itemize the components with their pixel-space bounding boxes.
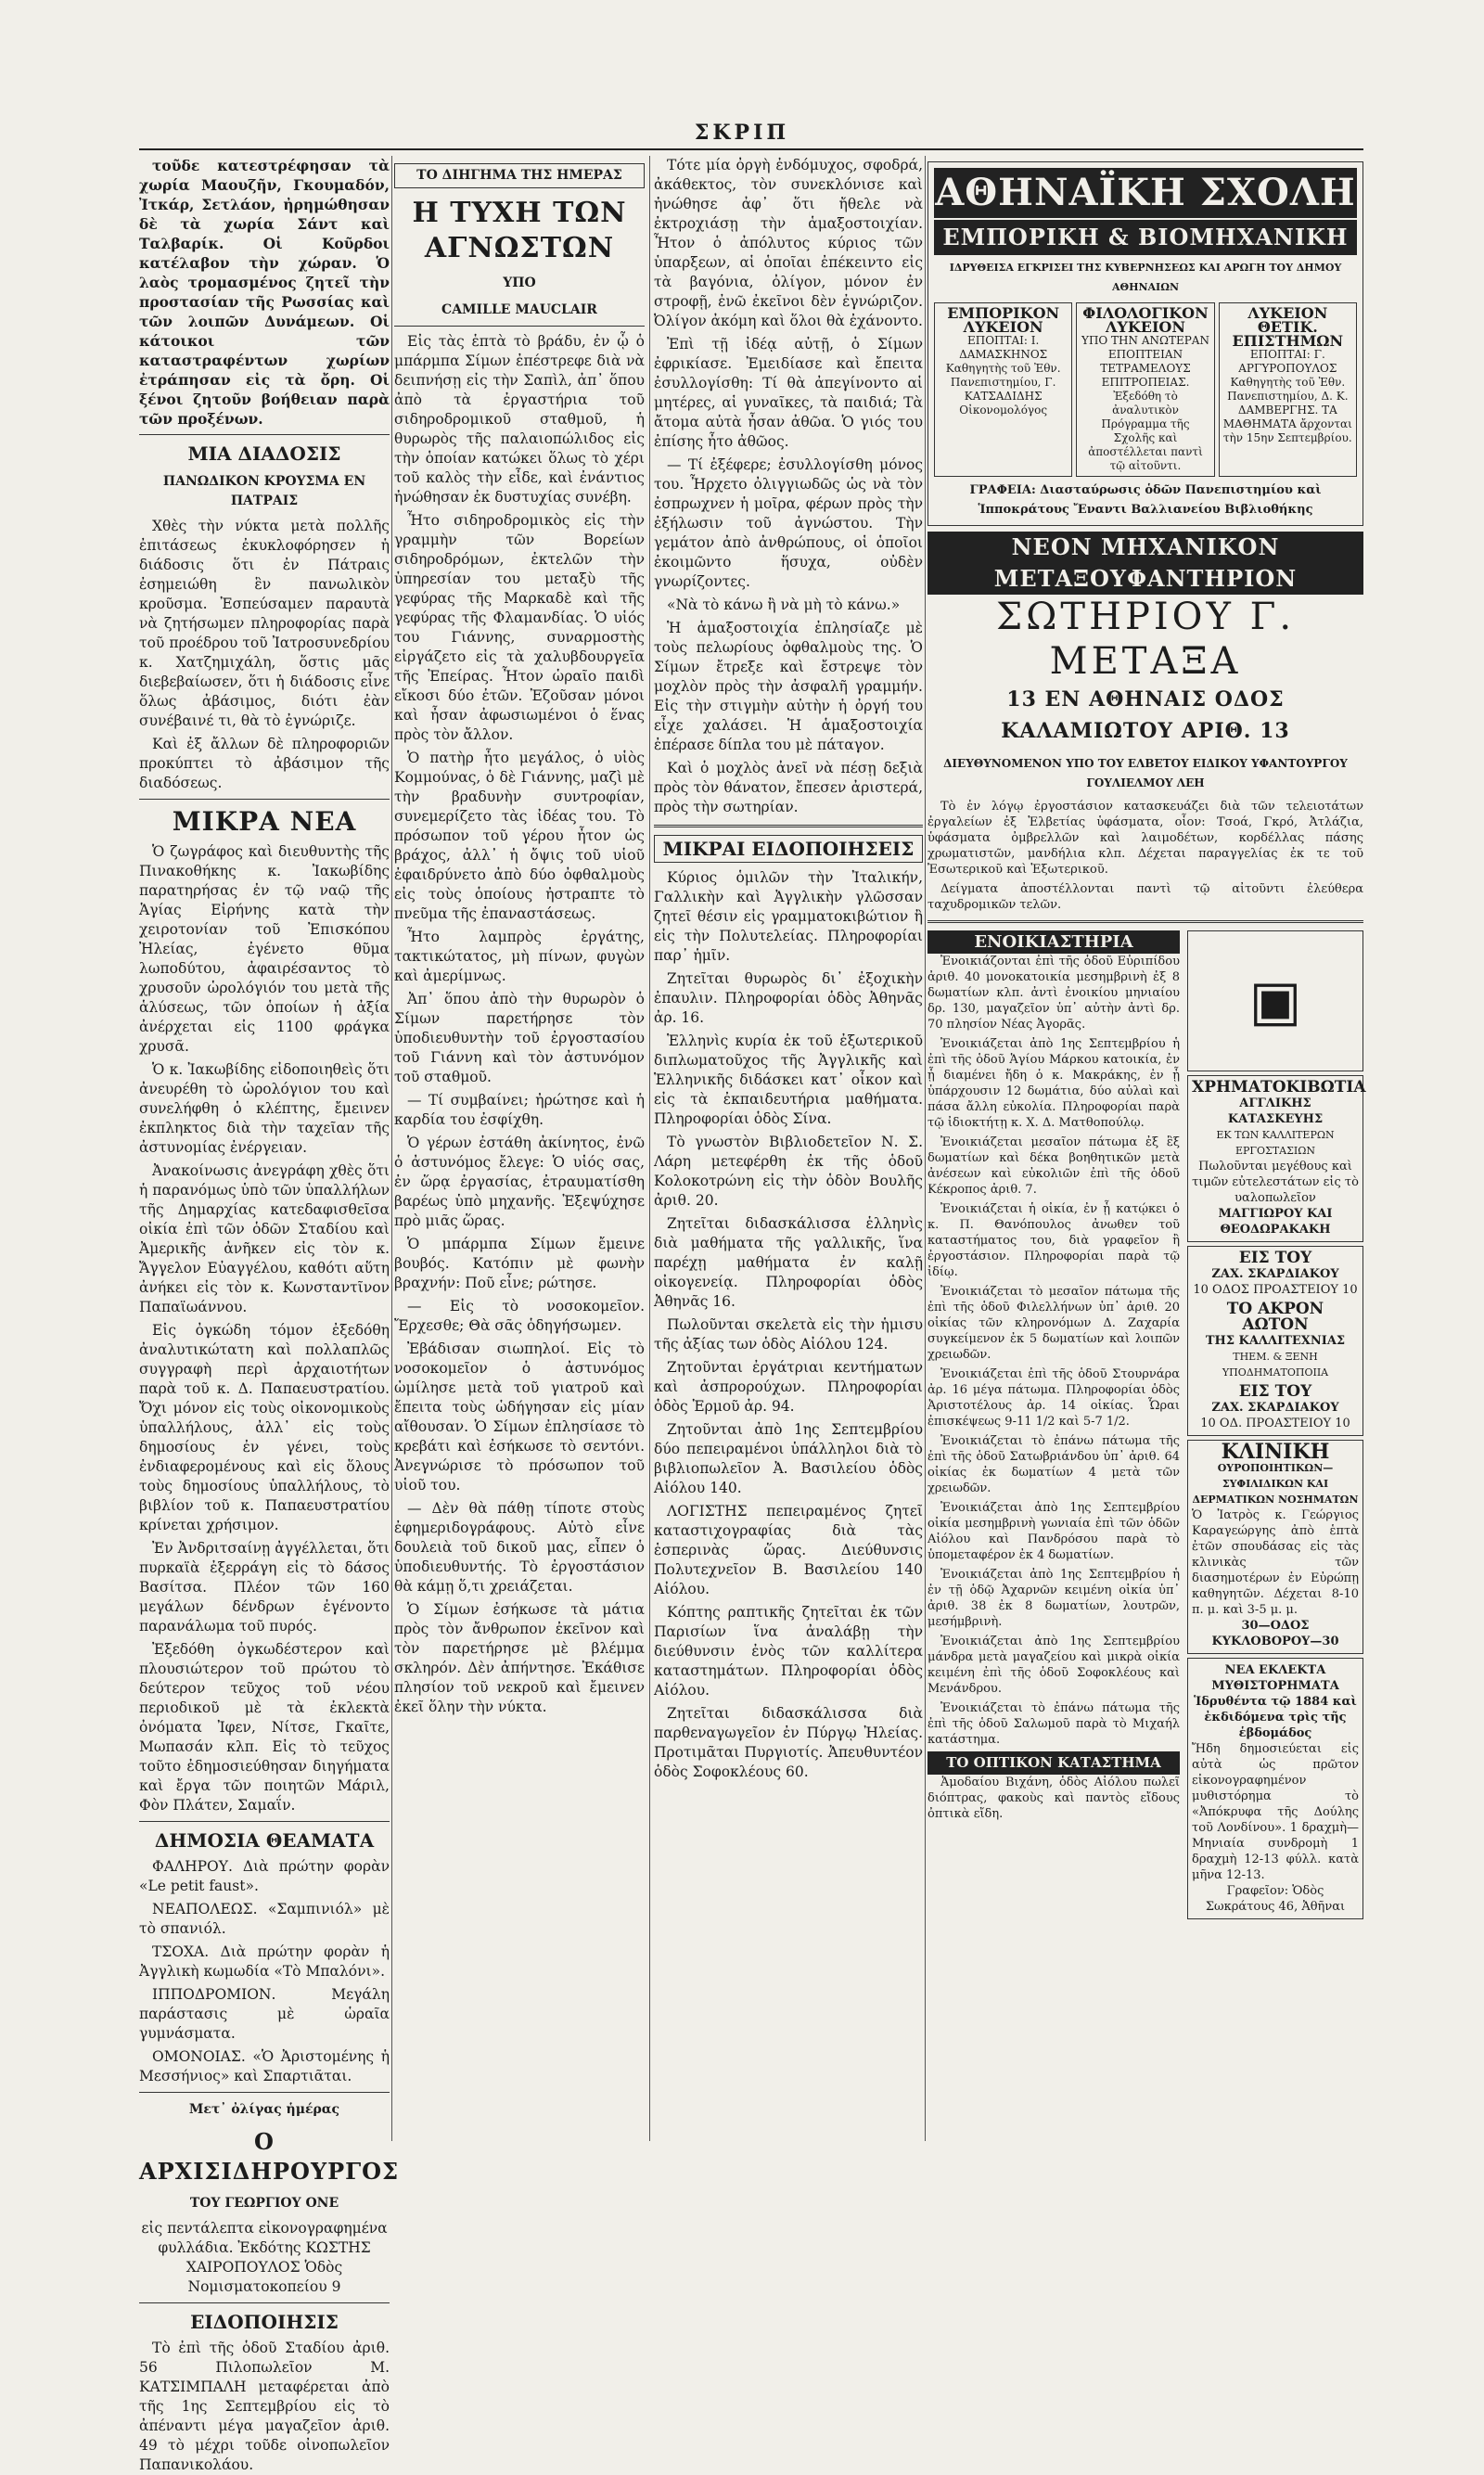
safe-text: Πωλοῦνται μεγέθους καὶ τιμῶν εὐτελεστάτων εἰς τὸ υαλοπωλεῖον bbox=[1192, 1160, 1359, 1205]
news-paragraph: Ἐξεδόθη ὀγκωδέστερον καὶ πλουσιώτερον τοῦ πρώτου τὸ δεύτερον τεῦχος τοῦ νέου περιοδικοῦ μὲ τὰ ἐκλεκτὰ ὀνόματα Ἰφεν, Νίτσε, Γκαῖτε, Μωπασάν κλπ. Εἰς τὸ τεῦχος τοῦτο ἐδημοσιεύθησαν διηγήματα καὶ ἔργα τῶν ποιητῶν Μάριλ, Φὸν Πλάτεν, Σαμαΐν. bbox=[139, 1641, 390, 1814]
department-text: ΕΠΟΠΤΑΙ: Ι. ΔΑΜΑΣΚΗΝΟΣ Καθηγητὴς τοῦ Ἐθν. Πανεπιστημίου, Γ. ΚΑΤΣΑΔΙΔΗΣ Οἰκονομολόγος bbox=[945, 334, 1061, 417]
rental-ad: Ἐνοικιάζεται μεσαῖον πάτωμα ἐξ ἓξ δωματίων καὶ δέκα βοηθητικῶν μετὰ ἀνέσεων καὶ εὐκολιῶν ἐπὶ τῆς ὁδοῦ Κέκροπος ἀριθ. 7. bbox=[928, 1135, 1180, 1197]
story-paragraph: Ἀπ᾽ ὅπου ἀπὸ τὴν θυρωρὸν ὁ Σίμων παρετήρησε τὸν ὑποδιευθυντὴν τοῦ ἐργοστασίου τοῦ Γιάννη καὶ τὸν ἀστυνόμον τοῦ σταθμοῦ. bbox=[394, 991, 645, 1085]
divider bbox=[654, 825, 923, 827]
ad-kicker: Μετ᾽ ὀλίγας ἡμέρας bbox=[188, 2102, 340, 2117]
story-paragraph: — Δὲν θὰ πάθῃ τίποτε στοὺς ἐφημεριδογράφους. Αὐτὸ εἶνε δουλειὰ τοῦ δικοῦ μας, εἶπεν ὁ ὑποδιευθυντής. Τὸ ἐργοστάσιον θὰ κάμῃ ὅ,τι χρειάζεται. bbox=[394, 1500, 645, 1595]
department-text: ΕΠΟΠΤΑΙ: Γ. ΑΡΓΥΡΟΠΟΥΛΟΣ Καθηγητὴς τοῦ Ἐθν. Πανεπιστημίου, Δ. Κ. ΔΑΜΒΕΡΓΗΣ. ΤΑ ΜΑΘΗΜΑΤΑ ἄρχονται τὴν 15ην Σεπτεμβρίου. bbox=[1222, 348, 1352, 444]
clinic-subtitle: ΟΥΡΟΠΟΙΗΤΙΚΩΝ—ΣΥΦΙΛΙΔΙΚΩΝ ΚΑΙ ΔΕΡΜΑΤΙΚΩΝ ΝΟΣΗΜΑΤΩΝ bbox=[1192, 1462, 1359, 1506]
optical-store-title: ΤΟ ΟΠΤΙΚΟΝ ΚΑΤΑΣΤΗΜΑ bbox=[928, 1751, 1180, 1775]
rental-ad: Ἐνοικιάζεται ἀπὸ 1ης Σεπτεμβρίου ἡ ἐπὶ τῆς ὁδοῦ Ἁγίου Μάρκου κατοικία, ἐν ᾗ διαμένει ἤδη ὁ κ. Μακράκης, ἐν ᾗ ὑπάρχουσιν 12 δωμάτια, δύο αὐλαὶ καὶ πάσα ἄλλη εὐκολία. Πληροφορίαι παρὰ τῷ ἰδιοκτήτῃ κ. Χ. Δ. Ματθοπούλῳ. bbox=[928, 1037, 1180, 1130]
story-paragraph: Ἡ ἁμαξοστοιχία ἐπλησίαζε μὲ τοὺς πελωρίους ὀφθαλμοὺς της. Ὁ Σίμων ἔτρεξε καὶ ἔστρεψε τὸν μοχλὸν πρὸς τὴν ἀσφαλῆ γραμμήν. Εἰς τὴν στιγμὴν αὐτὴν ἡ ὀργή του εἶχε χαλάσει. Ἡ ἁμαξοστοιχία ἐπέρασε δίπλα του μὲ πάταγον. bbox=[654, 620, 923, 753]
school-ad bbox=[928, 161, 1363, 526]
department-cell bbox=[1219, 302, 1357, 477]
theater-listing: ΤΣΟΧΑ. Διὰ πρώτην φορὰν ἡ Ἀγγλικὴ κωμωδία «Τὸ Μπαλόνι». bbox=[139, 1943, 390, 1980]
school-founding: ΙΔΡΥΘΕΙΣΑ ΕΓΚΡΙΣΕΙ ΤΗΣ ΚΥΒΕΡΝΗΣΕΩΣ ΚΑΙ ΑΡΩΓΗ ΤΟΥ ΔΗΜΟΥ ΑΘΗΝΑΙΩΝ bbox=[949, 262, 1342, 293]
column-1 bbox=[139, 156, 400, 2473]
story-paragraph: Ἐπὶ τῇ ἰδέᾳ αὐτῇ, ὁ Σίμων ἐφρικίασε. Ἐμειδίασε καὶ ἔπειτα ἐσυλλογίσθη: Τί θὰ ἀπεγίνοντο αἱ μητέρες, αἱ γυναῖκες, τὰ παιδιά; Τὰ ἄτομα αὐτὰ ἦσαν ἀθῶα. Ὁ γιός του ἐπίσης ἦτο ἀθῶος. bbox=[654, 336, 923, 450]
lower-section bbox=[928, 930, 1366, 1923]
safe-subtitle-2: ΕΚ ΤΩΝ ΚΑΛΛΙΤΕΡΩΝ ΕΡΓΟΣΤΑΣΙΩΝ bbox=[1216, 1129, 1335, 1157]
classified-ad: ΛΟΓΙΣΤΗΣ πεπειραμένος ζητεῖ καταστιχογραφίας διὰ τὰς ἑσπερινὰς ὥρας. Διεύθυνσις Πολυτεχνεῖον Β. Βασιλείου 140 Αἰόλου. bbox=[654, 1503, 923, 1597]
column-3 bbox=[654, 156, 923, 2141]
ad-subheading: ΤΟΥ ΓΕΩΡΓΙΟΥ ΟΝΕ bbox=[189, 2196, 339, 2211]
column-divider bbox=[925, 156, 926, 2141]
story-kicker: ΤΟ ΔΙΗΓΗΜΑ ΤΗΣ ΗΜΕΡΑΣ bbox=[394, 163, 645, 188]
shoe-ad-heading: ΕΙΣ ΤΟΥ bbox=[1238, 1249, 1312, 1267]
shoe-ad-address: ΤΗΕΜ. & ΞΕΝΗ ΥΠΟΔΗΜΑΤΟΠΟΙΙΑ bbox=[1222, 1351, 1329, 1379]
story-paragraph: — Εἰς τὸ νοσοκομεῖον. Ἔρχεσθε; Θὰ σᾶς ὁδηγήσωμεν. bbox=[394, 1298, 645, 1334]
novels-title: ΝΕΑ ΕΚΛΕΚΤΑ ΜΥΘΙΣΤΟΡΗΜΑΤΑ bbox=[1211, 1663, 1339, 1693]
story-paragraph: Εἰς τὰς ἑπτὰ τὸ βράδυ, ἐν ᾧ ὁ μπάρμπα Σίμων ἐπέστρεφε διὰ νὰ δειπνήσῃ εἰς τὴν Σαπὶλ, ἀπ᾽ ὅπου ἀπὸ τὰ ἐργαστήρια τοῦ σιδηροδρομικοῦ σταθμοῦ, ἡ θυρωρὸς τῆς παλαιοπώλιδος εἰς τὴν ὁποίαν κατώκει ὅλως τὸ χέρι τοῦ καλὸς τὴν εἶδε, καὶ ἐνάντιος ἠνώθησαν ἐκ δυστυχίας συνέβη. bbox=[394, 333, 645, 506]
silk-factory-owner: ΣΩΤΗΡΙΟΥ Γ. ΜΕΤΑΞΑ bbox=[995, 596, 1296, 683]
optical-store-text: Ἀμοδαίου Βιχάνη, ὁδὸς Αἰόλου πωλεῖ διόπτρας, φακοὺς καὶ παντὸς εἴδους ὀπτικὰ εἴδη. bbox=[928, 1776, 1180, 1821]
news-paragraph: Ἐν Ἀνδριτσαίνῃ ἀγγέλλεται, ὅτι πυρκαϊὰ ἐξερράγη εἰς τὸ δάσος Βασίτσα. Πλέον τῶν 160 μεγάλων δένδρων ἐγένοντο παρανάλωμα τοῦ πυρός. bbox=[139, 1540, 390, 1635]
classified-ad: Ζητοῦνται ἐργάτριαι κεντήματων καὶ ἀσπρορούχων. Πληροφορίαι ὁδὸς Ἑρμοῦ ἀρ. 94. bbox=[654, 1359, 923, 1415]
divider bbox=[394, 326, 645, 327]
classified-ad: Ζητοῦνται ἀπὸ 1ης Σεπτεμβρίου δύο πεπειραμένοι ὑπάλληλοι διὰ τὸ βιβλιοπωλεῖον Ἀ. Βασιλείου ὁδὸς Αἰόλου 140. bbox=[654, 1421, 923, 1496]
silk-factory-text: Τὸ ἐν λόγῳ ἐργοστάσιον κατασκευάζει διὰ τῶν τελειοτάτων ἐργαλείων ἐξ Ἑλβετίας ὑφάσματα, οἷον: Τσοά, Γκρό, Ἀτλάζια, ὑφάσματα ὀμβρελλῶν καὶ λαιμοδέτων, κορδέλλας πάσης χρωματιστῶν, μανδήλια κλπ. Δέχεται παραγγελίας ἐκ τε τοῦ Ἐσωτερικοῦ καὶ Ἐξωτερικοῦ. bbox=[928, 800, 1363, 877]
classified-ad: Πωλοῦνται σκελετὰ εἰς τὴν ἡμισυ τῆς ἀξίας των ὁδὸς Αἰόλου 124. bbox=[654, 1316, 923, 1353]
novels-address: Γραφεῖον: Ὁδὸς Σωκράτους 46, Ἀθῆναι bbox=[1205, 1884, 1346, 1914]
divider bbox=[139, 2092, 390, 2093]
column-2 bbox=[394, 156, 645, 2141]
department-cell bbox=[934, 302, 1072, 477]
rental-ad: Ἐνοικιάζεται ἡ οἰκία, ἐν ᾗ κατῴκει ὁ κ. Π. Θανόπουλος ἀνωθεν τοῦ καταστήματος του, διὰ γραφεῖον ἢ ἐργοστάσιον. Πληροφορίαι παρὰ τῷ ἰδίῳ. bbox=[928, 1202, 1180, 1279]
department-name: ΕΜΠΟΡΙΚΟΝ ΛΥΚΕΙΟΝ bbox=[947, 304, 1060, 336]
story-paragraph: Ἦτο σιδηροδρομικὸς εἰς τὴν γραμμὴν τῶν Βορείων σιδηροδρόμων, ἐκτελῶν τὴν ὑπηρεσίαν του μεταξὺ τῆς γεφύρας τῆς Μαρκαδὲ καὶ τῆς γεφύρας τῆς Φλαμανδίας. Ὁ υἱός του Γιάννης, συναρμοστὴς εἰργάζετο εἰς τὰ χαλυβδουργεῖα τῆς Ἐπείρας. Ἦτον ὡραῖο παιδὶ εἴκοσι δύο ἐτῶν. Ἐζοῦσαν μόνοι καὶ ἦσαν ἀφωσιωμένοι ὁ ἕνας πρὸς τὸν ἄλλον. bbox=[394, 512, 645, 743]
classified-ad: Ζητεῖται θυρωρὸς δι᾽ ἐξοχικὴν ἐπαυλιν. Πληροφορίαι ὁδὸς Ἀθηνᾶς ἀρ. 16. bbox=[654, 970, 923, 1026]
theater-listing: ΙΠΠΟΔΡΟΜΙΟΝ. Μεγάλη παράστασις μὲ ὡραῖα γυμνάσματα. bbox=[139, 1986, 390, 2042]
section-heading: ΜΙΚΡΑ ΝΕΑ bbox=[172, 806, 357, 837]
safe-subtitle: ΑΓΓΛΙΚΗΣ ΚΑΤΑΣΚΕΥΗΣ bbox=[1227, 1096, 1324, 1126]
safe-shop: ΜΑΓΓΙΩΡΟΥ ΚΑΙ ΘΕΟΔΩΡΑΚΑΚΗ bbox=[1218, 1207, 1333, 1237]
section-heading: ΜΙΚΡΑΙ ΕΙΔΟΠΟΙΗΣΕΙΣ bbox=[654, 835, 923, 863]
column-divider bbox=[649, 156, 650, 2141]
shoe-ad-address: 10 ΟΔΟΣ ΠΡΟΑΣΤΕΙΟΥ 10 bbox=[1193, 1283, 1358, 1297]
theater-listing: ΟΜΟΝΟΙΑΣ. «Ὁ Ἀριστομένης ἡ Μεσσήνιος» καὶ Σπαρτιᾶται. bbox=[139, 2048, 390, 2084]
divider bbox=[139, 799, 390, 800]
department-name: ΛΥΚΕΙΟΝ ΘΕΤΙΚ. ΕΠΙΣΤΗΜΩΝ bbox=[1232, 304, 1344, 350]
classified-ad: Τὸ γνωστὸν Βιβλιοδετεῖον Ν. Σ. Λάρη μετεφέρθη ἐκ τῆς ὁδοῦ Κολοκοτρώνη εἰς τὴν ὁδὸν Βουλῆς ἀριθ. 20. bbox=[654, 1134, 923, 1209]
silk-factory-title: ΝΕΟΝ ΜΗΧΑΝΙΚΟΝ ΜΕΤΑΞΟΥΦΑΝΤΗΡΙΟΝ bbox=[928, 532, 1363, 595]
divider bbox=[139, 434, 390, 435]
school-departments bbox=[934, 302, 1357, 477]
rentals-title: ΕΝΟΙΚΙΑΣΤΗΡΙΑ bbox=[928, 930, 1180, 954]
classified-ad: Ἑλληνὶς κυρία ἐκ τοῦ ἐξωτερικοῦ διπλωματοῦχος τῆς Ἀγγλικῆς καὶ Ἑλληνικῆς διδάσκει κατ᾽ οἶκον καὶ εἰς τὰ ἐκπαιδευτήρια μαθήματα. Πληροφορίαι ὁδὸς Σίνα. bbox=[654, 1032, 923, 1127]
rental-ad: Ἐνοικιάζεται τὸ ἐπάνω πάτωμα τῆς ἐπὶ τῆς ὁδοῦ Σαλωμοῦ παρὰ τὸ Μιχαήλ κατάστημα. bbox=[928, 1701, 1180, 1747]
theater-listing: ΝΕΑΠΟΛΕΩΣ. «Σαμπινιόλ» μὲ τὸ σπανιόλ. bbox=[139, 1901, 390, 1937]
school-title: ΑΘΗΝΑΪΚΗ ΣΧΟΛΗ bbox=[934, 168, 1357, 218]
theater-listing: ΦΑΛΗΡΟΥ. Διὰ πρώτην φορὰν «Le petit faust». bbox=[139, 1858, 390, 1894]
classified-ad: Ζητεῖται διδασκάλισσα διὰ παρθεναγωγεῖον ἐν Πύργῳ Ἠλείας. Προτιμᾶται Πυργιοτίς. Ἀπευθυντέον ὁδὸς Σοφοκλέους 60. bbox=[654, 1705, 923, 1780]
shoe-ad-name: ΖΑΧ. ΣΚΑΡΔΙΑΚΟΥ bbox=[1211, 1401, 1339, 1415]
silk-factory-address: 13 ΕΝ ΑΘΗΝΑΙΣ ΟΔΟΣ ΚΑΛΑΜΙΩΤΟΥ ΑΡΙΘ. 13 bbox=[1001, 687, 1290, 743]
top-rule bbox=[139, 148, 1363, 150]
rental-ad: Ἐνοικιάζεται ἀπὸ 1ης Σεπτεμβρίου οἰκία μεσημβρινὴ γωνιαία ἐπὶ τῶν ὁδῶν Αἰόλου καὶ Πανδρόσου παρὰ τὸ ὑπομεταφέρον ἐκ 4 δωματίων. bbox=[928, 1501, 1180, 1562]
department-cell bbox=[1076, 302, 1214, 477]
divider bbox=[139, 2302, 390, 2303]
novels-text: Ἤδη δημοσιεύεται εἰς αὐτὰ ὡς πρῶτον εἰκονογραφημένον μυθιστόρημα τὸ «Ἀπόκρυφα τῆς Δούλης τοῦ Λονδίνου». 1 δραχμὴ—Μηνιαία συνδρομὴ 1 δραχμὴ 12-13 φύλλ. κατὰ μῆνα 12-13. bbox=[1192, 1742, 1359, 1882]
story-paragraph: Ἦτο λαμπρὸς ἐργάτης, τακτικώτατος, μὴ πίνων, φυγὼν καὶ ἀμερίμνως. bbox=[394, 929, 645, 984]
safe-illustration-icon: ▣ bbox=[1187, 930, 1363, 1071]
ad-heading: Ο ΑΡΧΙΣΙΔΗΡΟΥΡΓΟΣ bbox=[139, 2128, 400, 2185]
story-paragraph: Καὶ ὁ μοχλὸς ἀνεῖ νὰ πέσῃ δεξιὰ πρὸς τὸν θάνατον, ἔπεσεν ἀριστερά, πρὸς τὴν σωτηρίαν. bbox=[654, 760, 923, 815]
column-divider bbox=[391, 156, 392, 2141]
silk-factory-director: ΔΙΕΥΘΥΝΟΜΕΝΟΝ ΥΠΟ ΤΟΥ ΕΛΒΕΤΟΥ ΕΙΔΙΚΟΥ ΥΦΑΝΤΟΥΡΓΟΥ ΓΟΥΛΙΕΛΜΟΥ ΛΕΗ bbox=[943, 757, 1348, 789]
story-paragraph: Ὁ πατὴρ ἦτο μεγάλος, ὁ υἱὸς Κομμούνας, ὁ δὲ Γιάννης, μαζὶ μὲ τὴν βραδυνὴν συντροφίαν, συνεμερίζετο τὰς ἰδέας του. Τὸ πρόσωπον τοῦ γέρου ἦτον ὡς βράχος, ἀλλ᾽ ἡ ὄψις τοῦ υἱοῦ ἐφαιδρύνετο ἀπὸ δύο ὀφθαλμοὺς εἰς τοὺς ὁποίους ἠστραπτε τὸ πνεῦμα τῆς ἐπαναστάσεως. bbox=[394, 750, 645, 922]
rental-ad: Ἐνοικιάζεται ἐπὶ τῆς ὁδοῦ Στουρνάρα ἀρ. 16 μέγα πάτωμα. Πληροφορίαι ὁδὸς Ἀριστοτέλους ἀρ. 14 οἰκίας. Ὧραι ἐπισκέψεως 9-11 1/2 καὶ 5-7 1/2. bbox=[928, 1367, 1180, 1429]
story-paragraph: — Τί συμβαίνει; ἠρώτησε καὶ ἡ καρδία του ἐσφίχθη. bbox=[394, 1092, 645, 1128]
news-paragraph: τοῦδε κατεστρέφησαν τὰ χωρία Μαουζῆν, Γκουμαδόν, Ἰτκάρ, Σετλάον, ἠρημώθησαν δὲ τὰ χωρία Σάντ καὶ Ταλβαρίκ. Οἱ Κοῦρδοι κατέλαβον τὴν χώραν. Ὁ λαὸς τρομασμένος ζητεῖ τὴν προστασίαν τῆς Ρωσσίας καὶ τῶν λοιπῶν Δυνάμεων. Οἱ κάτοικοι τῶν καταστραφέντων χωρίων ἐτράπησαν εἰς τὰ ὄρη. Οἱ ξένοι ζητοῦν βοήθειαν παρὰ τῶν προξένων. bbox=[139, 157, 390, 428]
byline-author: CAMILLE MAUCLAIR bbox=[441, 302, 597, 317]
department-text: ΥΠΟ ΤΗΝ ΑΝΩΤΕΡΑΝ ΕΠΟΠΤΕΙΑΝ ΤΕΤΡΑΜΕΛΟΥΣ ΕΠΙΤΡΟΠΕΙΑΣ. Ἐξεδόθη τὸ ἀναλυτικὸν Πρόγραμμα τῆς Σχολῆς καὶ ἀποστέλλεται παντὶ τῷ αἰτοῦντι. bbox=[1081, 334, 1209, 472]
classified-ad: Κύριος ὁμιλῶν τὴν Ἰταλικήν, Γαλλικὴν καὶ Ἀγγλικὴν γλῶσσαν ζητεῖ θέσιν εἰς γραμματοκιβώτιον ἢ εἰς τὴν Πολυτελείας. Πληροφορίαι παρ᾽ ἡμῖν. bbox=[654, 869, 923, 964]
shoe-ad-heading: ΤΟ ΑΚΡΟΝ ΑΩΤΟΝ bbox=[1226, 1300, 1324, 1334]
clinic-title: ΚΛΙΝΙΚΗ bbox=[1221, 1440, 1330, 1464]
story-title: Η ΤΥΧΗ ΤΩΝ ΑΓΝΩΣΤΩΝ bbox=[412, 197, 627, 264]
story-paragraph: «Νὰ τὸ κάνω ἢ νὰ μὴ τὸ κάνω.» bbox=[667, 596, 901, 613]
novels-founded: Ἱδρυθέντα τῷ 1884 καὶ ἐκδιδόμενα τρὶς τῆς ἑβδομάδος bbox=[1194, 1695, 1357, 1740]
section-heading: ΜΙΑ ΔΙΑΔΟΣΙΣ bbox=[187, 442, 341, 465]
subheading: ΠΑΝΩΔΙΚΟΝ ΚΡΟΥΣΜΑ ΕΝ ΠΑΤΡΑΙΣ bbox=[162, 474, 366, 508]
shoe-ad-heading: ΕΙΣ ΤΟΥ bbox=[1238, 1382, 1312, 1401]
rental-ad: Ἐνοικιάζονται ἐπὶ τῆς ὁδοῦ Εὐριπίδου ἀριθ. 40 μονοκατοικία μεσημβρινὴ ἐξ 8 δωματίων κλπ. ἀντὶ ἐνοικίου μηνιαίου δρ. 130, μαγαζεῖον ὑπ᾽ αὐτὴν ἀντὶ δρ. 70 πλησίον Νέας Ἀγορᾶς. bbox=[928, 955, 1180, 1032]
masthead: ΣΚΡΙΠ bbox=[694, 121, 790, 145]
news-paragraph: Χθὲς τὴν νύκτα μετὰ πολλῆς ἐπιτάσεως ἐκυκλοφόρησεν ἡ διάδοσις ὅτι ἐν Πάτραις ἐσημειώθη ἓν πανωλικὸν κροῦσμα. Ἐσπεύσαμεν παραυτὰ νὰ ζητήσωμεν πληροφορίας παρὰ τοῦ προέδρου τοῦ Ἰατροσυνεδρίου κ. Χατζημιχάλη, ὅστις μᾶς διεβεβαίωσεν, ὅτι ἡ διάδοσις εἶνε ὅλως ἀβάσιμος, διότι ἐὰν συνέβαινέ τι, θὰ τὸ ἐγνώριζε. bbox=[139, 518, 390, 729]
story-paragraph: — Τί ἐξέφερε; ἐσυλλογίσθη μόνος του. Ἦρχετο ὀλιγγιωδῶς ὡς νὰ τὸν ἐσπρωχνεν ἡ μοῖρα, φέρων πρὸς τὴν ἐξήλωσιν τοῦ ἀγνώστου. Τὴν γεμάτον ἀπὸ ἀνθρώπους, οἱ ὁποῖοι ἐκοιμῶντο ἥσυχα, οὐδὲν γνωρίζοντες. bbox=[654, 456, 923, 590]
story-paragraph: Τότε μία ὀργὴ ἐνδόμυχος, σφοδρά, ἀκάθεκτος, τὸν συνεκλόνισε καὶ ἠνώθησε ἀφ᾽ ὅτι ἤθελε νὰ ἐκτροχιάσῃ τὴν ἁμαξοστοιχίαν. Ἦτον ὁ ἀπόλυτος κύριος τῶν ὑπαρξεων, αἱ ὁποῖαι ἐπέκειντο εἰς τὰ βαγόνια, ὀλίγον, μόνον ἐν στροφῇ, ἐνῶ ἐκεῖνοι δὲν ἐγνώριζον. Ὀλίγον ἀκόμη καὶ ὅλοι θὰ ἐχάνοντο. bbox=[654, 157, 923, 329]
rental-ad: Ἐνοικιάζεται τὸ ἐπάνω πάτωμα τῆς ἐπὶ τῆς ὁδοῦ Σατωβριάνδου ὑπ᾽ ἀριθ. 64 οἰκίας ἐκ δωματίων 4 μετὰ τῶν χρειωδῶν. bbox=[928, 1434, 1180, 1495]
story-paragraph: Ὁ γέρων ἐστάθη ἀκίνητος, ἐνῶ ὁ ἀστυνόμος ἔλεγε: Ὁ υἱός σας, ἐν ὥρᾳ ἐργασίας, ἐτραυματίσθη βαρέως ὑπὸ μηχανῆς. Ἐξεψύχησε πρὸ μιᾶς ὥρας. bbox=[394, 1135, 645, 1229]
safe-title: ΧΡΗΜΑΤΟΚΙΒΩΤΙΑ bbox=[1192, 1078, 1366, 1096]
rental-ad: Ἐνοικιάζεται ἀπὸ 1ης Σεπτεμβρίου μάνδρα μετὰ μαγαζείου καὶ μικρὰ οἰκία κειμένη ἐπὶ τῆς ὁδοῦ Σοφοκλέους καὶ Μενάνδρου. bbox=[928, 1635, 1180, 1696]
column-4 bbox=[928, 156, 1366, 2141]
news-paragraph: Ἀνακοίνωσις ἀνεγράφη χθὲς ὅτι ἡ παρανόμως ὑπὸ τῶν ὑπαλλήλων τῆς Δημαρχίας κατεδαφισθεῖσα οἰκία ἐπὶ τῶν ὁδῶν Σταδίου καὶ Ἀμερικῆς ἀνῆκεν εἰς τὸν κ. Ἄγγελον Εὐαγγέλου, καθότι αὕτη ἀνήκει εἰς τὸν κ. Κωνσταντῖνον Παπαϊωάννου. bbox=[139, 1162, 390, 1315]
story-paragraph: Ἐβάδισαν σιωπηλοί. Εἰς τὸ νοσοκομεῖον ὁ ἀστυνόμος ὡμίλησε μετὰ τοῦ γιατροῦ καὶ ἔπειτα τοὺς ὡδήγησαν εἰς μίαν αἴθουσαν. Ὁ Σίμων ἐπλησίασε τὸ κρεβάτι καὶ ἐσήκωσε τὸ σεντόνι. Ἀνεγνώρισε τὸ πρόσωπον τοῦ υἱοῦ του. bbox=[394, 1340, 645, 1494]
news-paragraph: Εἰς ὀγκώδη τόμον ἐξεδόθη ἀναλυτικώτατη καὶ πολλαπλῶς συγγραφὴ περὶ ἀρχαιοτήτων παρὰ τοῦ κ. Δ. Παπαευστρατίου. Ὄχι μόνον εἰς τοὺς οἰκονομικοὺς ὑπαλλήλους, ἀλλ᾽ εἰς τοὺς δημοσίους ἐν γένει, τοὺς ἐνδιαφερομένους καὶ εἰς ὅλους τοὺς δημοσίους ὑπαλλήλους, τὸ βιβλίον τοῦ κ. Παπαευστρατίου κρίνεται χρήσιμον. bbox=[139, 1322, 390, 1533]
divider bbox=[139, 1821, 390, 1822]
ad-text: εἰς πεντάλεπτα εἰκονογραφημένα φυλλάδια. Ἐκδότης ΚΩΣΤΗΣ ΧΑΙΡΟΠΟΥΛΟΣ Ὁδὸς Νομισματοκοπείου 9 bbox=[141, 2220, 388, 2295]
silk-factory-note: Δείγματα ἀποστέλλονται παντὶ τῷ αἰτοῦντι ἐλεύθερα ταχυδρομικῶν τελῶν. bbox=[928, 882, 1363, 912]
classified-ad: Κόπτης ραπτικῆς ζητεῖται ἐκ τῶν Παρισίων ἵνα ἀναλάβῃ τὴν διεύθυνσιν ἐνὸς τῶν καλλίτερα καταστημάτων. Πληροφορίαι ὁδὸς Αἰόλου. bbox=[654, 1604, 923, 1699]
section-heading: ΔΗΜΟΣΙΑ ΘΕΑΜΑΤΑ bbox=[154, 1829, 375, 1852]
news-paragraph: Καὶ ἐξ ἄλλων δὲ πληροφοριῶν προκύπτει τὸ ἀβάσιμον τῆς διαδόσεως. bbox=[139, 736, 390, 791]
classified-ad: Ζητεῖται διδασκάλισσα ἑλληνὶς διὰ μαθήματα τῆς γαλλικῆς, ἵνα παρέχῃ μαθήματα ἐν καλῇ οἰκογενείᾳ. Πληροφορίαι ὁδὸς Ἀθηνᾶς 16. bbox=[654, 1215, 923, 1310]
story-paragraph: Ὁ μπάρμπα Σίμων ἔμεινε βουβός. Κατόπιν μὲ φωνὴν βραχνήν: Ποῦ εἶνε; ρώτησε. bbox=[394, 1236, 645, 1291]
ads-column bbox=[1187, 930, 1366, 1923]
news-paragraph: Ὁ κ. Ἰακωβίδης εἰδοποιηθεὶς ὅτι ἀνευρέθη τὸ ὡρολόγιον του καὶ συνελήφθη ὁ κλέπτης, ἔμεινεν ἐκπληκτος διὰ τὴν ταχεῖαν τῆς ἀστυνομίας ἐνέργειαν. bbox=[139, 1061, 390, 1156]
department-name: ΦΙΛΟΛΟΓΙΚΟΝ ΛΥΚΕΙΟΝ bbox=[1082, 304, 1209, 336]
novels-ad bbox=[1187, 1658, 1363, 1919]
divider bbox=[928, 920, 1363, 923]
shoe-ad-name: ΖΑΧ. ΣΚΑΡΔΙΑΚΟΥ bbox=[1211, 1267, 1339, 1281]
clinic-ad bbox=[1187, 1440, 1363, 1654]
news-paragraph: Ὁ ζωγράφος καὶ διευθυντὴς τῆς Πινακοθήκης κ. Ἰακωβίδης παρατηρήσας ἐν τῷ ναῷ τῆς Ἁγίας Εἰρήνης κατὰ τὴν χειροτονίαν τοῦ Ἐπισκόπου Ἠλείας, ἐγένετο θῦμα λωποδύτου, ἀφαιρέσαντος τὸ χρυσοῦν ὡρολόγιόν του μετὰ τῆς ἁλύσεως, τῶν ὁποίων ἡ ἀξία ἀνέρχεται εἰς 1100 φράγκα χρυσᾶ. bbox=[139, 843, 390, 1055]
rentals-column bbox=[928, 930, 1180, 1923]
byline-by: ΥΠΟ bbox=[503, 276, 536, 290]
rental-ad: Ἐνοικιάζεται τὸ μεσαῖον πάτωμα τῆς ἐπὶ τῆς ὁδοῦ Φιλελλήνων ὑπ᾽ ἀριθ. 20 οἰκίας τῶν κληρονόμων Δ. Ζαχαρία συγκείμενον ἐκ 5 δωματίων καὶ λοιπῶν χρειωδῶν. bbox=[928, 1285, 1180, 1362]
notice-text: Τὸ ἐπὶ τῆς ὁδοῦ Σταδίου ἀριθ. 56 Πιλοπωλεῖον Μ. ΚΑΤΣΙΜΠΑΛΗ μεταφέρεται ἀπὸ τῆς 1ης Σεπτεμβρίου εἰς τὸ ἀπέναντι μέγα μαγαζεῖον ἀριθ. 49 τὸ μέχρι τοῦδε οἰνοπωλεῖον Παπανικολάου. bbox=[139, 2340, 390, 2473]
rental-ad: Ἐνοικιάζεται ἀπὸ 1ης Σεπτεμβρίου ἡ ἐν τῇ ὁδῷ Ἀχαρνῶν κειμένη οἰκία ὑπ᾽ ἀριθ. 38 ἐκ 8 δωματίων, λουτρῶν, μεσήμβρινὴ. bbox=[928, 1568, 1180, 1629]
section-heading: ΕΙΔΟΠΟΙΗΣΙΣ bbox=[190, 2311, 339, 2333]
school-office: ΓΡΑΦΕΙΑ: Διασταύρωσις ὁδῶν Πανεπιστημίου καὶ Ἱπποκράτους Ἔναντι Βαλλιανείου Βιβλιοθήκης bbox=[969, 483, 1322, 517]
clinic-address: 30—ΟΔΟΣ ΚΥΚΛΟΒΟΡΟΥ—30 bbox=[1211, 1619, 1339, 1648]
safe-ad bbox=[1187, 1075, 1366, 1242]
shoe-ad-address: 10 ΟΔ. ΠΡΟΑΣΤΕΙΟΥ 10 bbox=[1200, 1417, 1350, 1430]
clinic-text: Ὁ Ἰατρὸς κ. Γεώργιος Καραγεώργης ἀπὸ ἑπτὰ ἐτῶν σπουδάσας εἰς τὰς κλινικὰς τῶν διασημοτέρων ἐν Εὐρώπῃ καθηγητῶν. Δέχεται 8-10 π. μ. καὶ 3-5 μ. μ. bbox=[1192, 1508, 1359, 1617]
shoe-store-ad bbox=[1187, 1246, 1363, 1436]
story-paragraph: Ὁ Σίμων ἐσήκωσε τὰ μάτια πρὸς τὸν ἄνθρωπον ἐκεῖνον καὶ τὸν παρετήρησε μὲ βλέμμα σκληρόν. Δὲν ἀπήντησε. Ἐκάθισε πλησίον τοῦ νεκροῦ καὶ ἔμεινεν ἐκεῖ ὅλην τὴν νύκτα. bbox=[394, 1601, 645, 1715]
shoe-ad-name: ΤΗΣ ΚΑΛΛΙΤΕΧΝΙΑΣ bbox=[1205, 1334, 1346, 1348]
school-subtitle: ΕΜΠΟΡΙΚΗ & ΒΙΟΜΗΧΑΝΙΚΗ bbox=[934, 220, 1357, 255]
